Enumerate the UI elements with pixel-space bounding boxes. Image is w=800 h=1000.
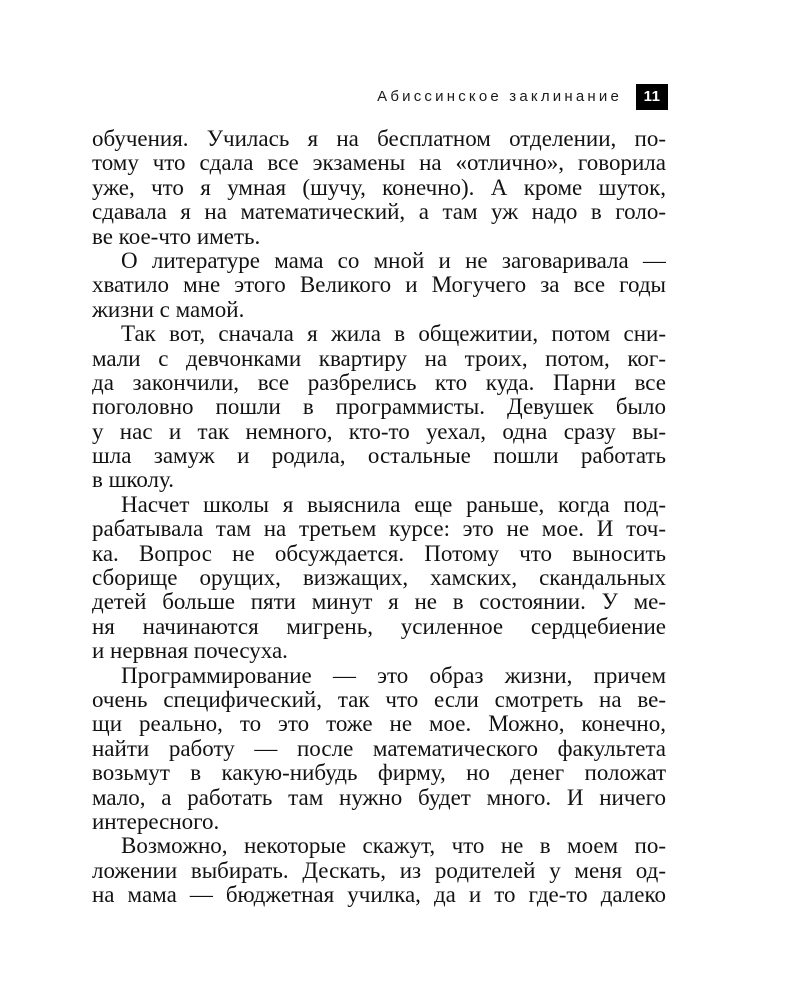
text-line: мало, а работать там нужно будет много. И ничего (92, 785, 666, 810)
text-line: уже, что я умная (шучу, конечно). А кроме шуток, (92, 175, 666, 200)
text-line: ка. Вопрос не обсуждается. Потому что выносить (92, 541, 666, 566)
text-line: шла замуж и родила, остальные пошли работать (92, 444, 666, 469)
text-line: Программирование — это образ жизни, причем (121, 663, 666, 688)
text-line: очень специфический, так что если смотреть на ве- (92, 687, 666, 712)
text-line: тому что сдала все экзамены на «отлично», говорила (92, 151, 666, 176)
text-line: сдавала я на математический, а там уж надо в голо- (92, 200, 666, 225)
text-line: интересного. (92, 809, 220, 834)
text-line: ве кое-что иметь. (92, 224, 261, 249)
text-line: на мама — бюджетная училка, да и то где-то далеко (92, 883, 666, 908)
text-line: и нервная почесуха. (92, 639, 288, 664)
text-line: щи реально, то это тоже не мое. Можно, конечно, (92, 712, 666, 737)
text-line: детей больше пяти минут я не в состоянии. У ме- (92, 590, 666, 615)
running-title: Абиссинское заклинание (377, 88, 622, 105)
text-line: поголовно пошли в программисты. Девушек было (92, 395, 666, 420)
text-line: Так вот, сначала я жила в общежитии, потом сни- (121, 322, 666, 347)
text-line: возьмут в какую-нибудь фирму, но денег положат (92, 761, 666, 786)
text-line: да закончили, все разбрелись кто куда. Парни все (92, 370, 666, 395)
text-line: ня начинаются мигрень, усиленное сердцебиение (92, 614, 666, 639)
text-line: Насчет школы я выяснила еще раньше, когда под- (121, 492, 666, 517)
text-line: найти работу — после математического факультета (92, 736, 666, 761)
text-line: мали с девчонками квартиру на троих, потом, ког- (92, 346, 666, 371)
text-line: О литературе мама со мной и не заговаривала — (121, 248, 666, 273)
page-number: 11 (636, 84, 668, 110)
running-header (377, 84, 668, 110)
text-line: сборище орущих, визжащих, хамских, скандальных (92, 566, 666, 591)
body-text (92, 127, 666, 908)
text-line: в школу. (92, 468, 174, 493)
text-line: Возможно, некоторые скажут, что не в моем по- (121, 834, 666, 859)
text-line: жизни с мамой. (92, 297, 245, 322)
text-line: ложении выбирать. Дескать, из родителей у меня од- (92, 858, 666, 883)
text-line: рабатывала там на третьем курсе: это не мое. И точ- (92, 517, 666, 542)
text-line: хватило мне этого Великого и Могучего за все годы (92, 273, 666, 298)
text-line: у нас и так немного, кто-то уехал, одна сразу вы- (92, 419, 666, 444)
text-line: обучения. Училась я на бесплатном отделении, по- (92, 127, 666, 151)
